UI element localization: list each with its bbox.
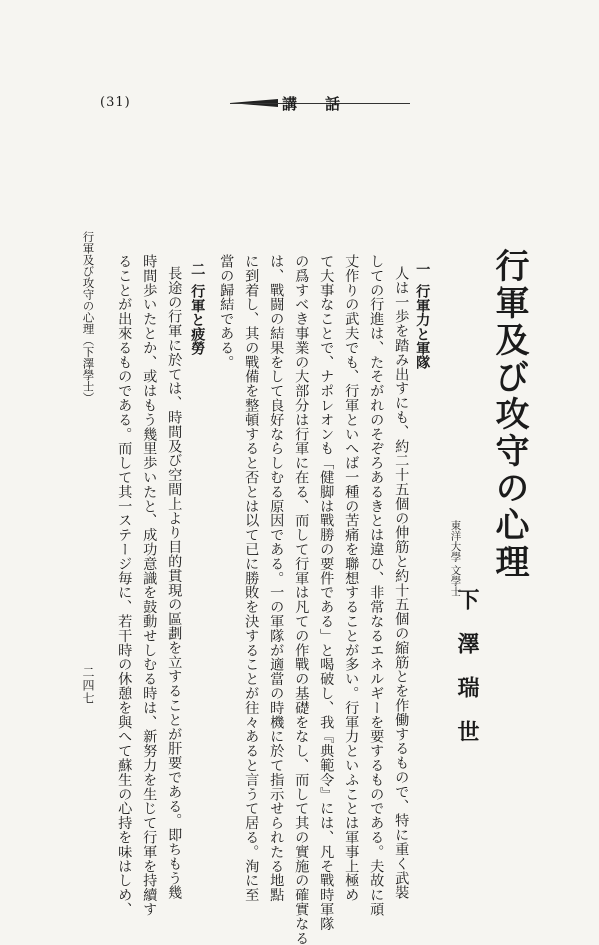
author-affiliation <box>450 520 461 597</box>
affiliation-degree: 文學士 <box>449 565 462 597</box>
section-header: 講話 <box>282 95 369 113</box>
folio-number: 二四七 <box>81 666 95 705</box>
affiliation-university: 東洋大學 <box>449 520 462 562</box>
body-line: 時間歩いたとか、或はもう幾里歩いたと、成功意識を鼓動せしむる時は、新努力を生じて行軍を持續す <box>141 254 158 917</box>
article-title: 行軍及び攻守の心理 <box>489 248 529 581</box>
section-heading <box>415 262 429 369</box>
body-line: は、戰闘の結果をして良好ならしむる原因である。一の軍隊が適當の時機に於て指示せられたる地點 <box>268 254 285 902</box>
body-line: て大事なことで、ナポレオンも「健脚は戰勝の要件である」と喝破し、我『典範令』には、凡そ戰時軍隊 <box>318 254 335 931</box>
body-line: の爲すべき事業の大部分は行軍に在る、而して行軍は凡ての作戰の基礎をなし、而して其の實施の確實なる <box>293 254 310 945</box>
body-line: ることが出來るものである。而して其一ステージ毎に、若干時の休憩を與へて蘇生の心持を味はしめ、 <box>116 254 133 917</box>
section-heading <box>190 262 204 355</box>
running-title: 行軍及び攻守の心理（下澤學士） <box>81 231 96 404</box>
body-line: 人は一歩を踏み出すにも、約二十五個の伸筋と約十五個の縮筋とを作働するもので、特に重く武裝 <box>393 266 410 900</box>
author-name: 下澤瑞世 <box>454 588 480 764</box>
section-number: 一 <box>414 262 431 277</box>
section-title: 行軍と疲勞 <box>189 284 206 356</box>
section-number: 二 <box>189 262 206 277</box>
section-title: 行軍力と軍隊 <box>414 284 431 370</box>
body-line: 當の歸結である。 <box>218 254 235 370</box>
body-line: しての行進は、たそがれのそぞろあるきとは違ひ、非常なるエネルギーを要するものである。夫故に頑 <box>368 254 385 917</box>
body-line: 丈作りの武夫でも、行軍といへば一種の苦痛を聯想することが多い。行軍力といふことは軍事上極め <box>343 254 360 902</box>
body-line: 長途の行軍に於ては、時間及び空間上より目的貫現の區劃を立することが肝要である。即ちもう幾 <box>166 266 183 900</box>
page-number: (31) <box>100 95 131 110</box>
body-line: に到着し、其の戰備を整頓すると否とは以て已に勝敗を決することが往々あると言うて居る。洵に至 <box>243 254 260 902</box>
